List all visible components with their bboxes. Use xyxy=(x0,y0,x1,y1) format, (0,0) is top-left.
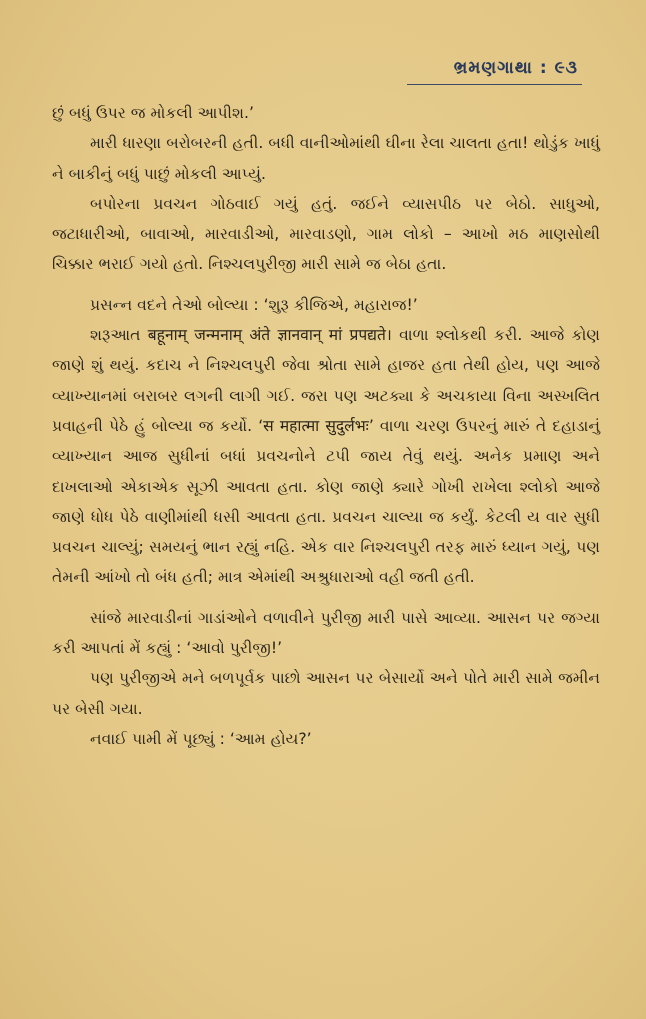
page-number: ૯૩ xyxy=(554,58,578,78)
header-separator: : xyxy=(539,58,548,78)
paragraph-2: મારી ધારણા બરોબરની હતી. બધી વાનીઓમાંથી ઘીના રેલા ચાલતા હતા! થોડુંક ખાધું ને બાકીનું બધું પાછું મોકલી આપ્યું. xyxy=(52,134,600,183)
body-text xyxy=(52,98,600,754)
paragraph-1: છું બધું ઉપર જ મોકલી આપીશ.’ xyxy=(52,104,254,122)
header-title: ભ્રમણગાથા xyxy=(453,58,533,78)
header-underline xyxy=(407,84,582,85)
paragraph-4: પ્રસન્ન વદને તેઓ બોલ્યા : ‘શુરૂ કીજિએ, મહારાજ!’ xyxy=(90,295,418,314)
paragraph-3: બપોરના પ્રવચન ગોઠવાઈ ગયું હતું. જઈને વ્યાસપીઠ પર બેઠો. સાધુઓ, જટાધારીઓ, બાવાઓ, મારવાડીઓ, મારવાડણો, ગામ લોકો – આખો મઠ માણસોથી ચિક્કાર ભરાઈ ગયો હતો. નિશ્ચલપુરીજી મારી સામે જ બેઠા હતા. xyxy=(52,194,600,274)
paragraph-6: સાંજે મારવાડીનાં ગાડાંઓને વળાવીને પુરીજી મારી પાસે આવ્યા. આસન પર જગ્યા કરી આપતાં મેં કહ્યું : ‘આવો પુરીજી!’ xyxy=(52,608,600,658)
running-header xyxy=(454,58,578,78)
paragraph-5: શરૂઆત बहूनाम् जन्मनाम् अंते ज्ञानवान् मां प्रपद्यते। વાળા શ્લોકથી કરી. આજે કોણ જાણે શું થયું. કદાચ ને નિશ્ચલપુરી જેવા શ્રોતા સામે હાજર હતા તેથી હોય, પણ આજે વ્યાખ્યાનમાં બરાબર લગની લાગી ગઈ. જરા પણ અટક્યા કે અચકાયા વિના અસ્ખલિત પ્રવાહની પેઠે હું બોલ્યા જ કર્યો. ‘स महात्मा सुदुर्लभः’ વાળા ચરણ ઉપરનું મારું તે દહાડાનું વ્યાખ્યાન આજ સુધીનાં બધાં પ્રવચનોને ટપી જાય તેવું થયું. અનેક પ્રમાણ અને દાખલાઓ એકાએક સૂઝી આવતા હતા. કોણ જાણે ક્યારે ગોખી રાખેલા શ્લોકો આજે જાણે ધોધ પેઠે વાણીમાંથી ધસી આવતા હતા. પ્રવચન ચાલ્યા જ કર્યું. કેટલી ય વાર સુધી પ્રવચન ચાલ્યું; સમયનું ભાન રહ્યું નહિ. એક વાર નિશ્ચલપુરી તરફ મારું ધ્યાન ગયું, પણ તેમની આંખો તો બંધ હતી; માત્ર એમાંથી અશ્રુધારાઓ વહી જતી હતી. xyxy=(52,326,600,587)
paragraph-8: નવાઈ પામી મેં પૂછ્યું : ‘આમ હોય?’ xyxy=(90,729,312,748)
paragraph-7: પણ પુરીજીએ મને બળપૂર્વક પાછો આસન પર બેસાર્યો અને પોતે મારી સામે જમીન પર બેસી ગયા. xyxy=(52,669,600,718)
